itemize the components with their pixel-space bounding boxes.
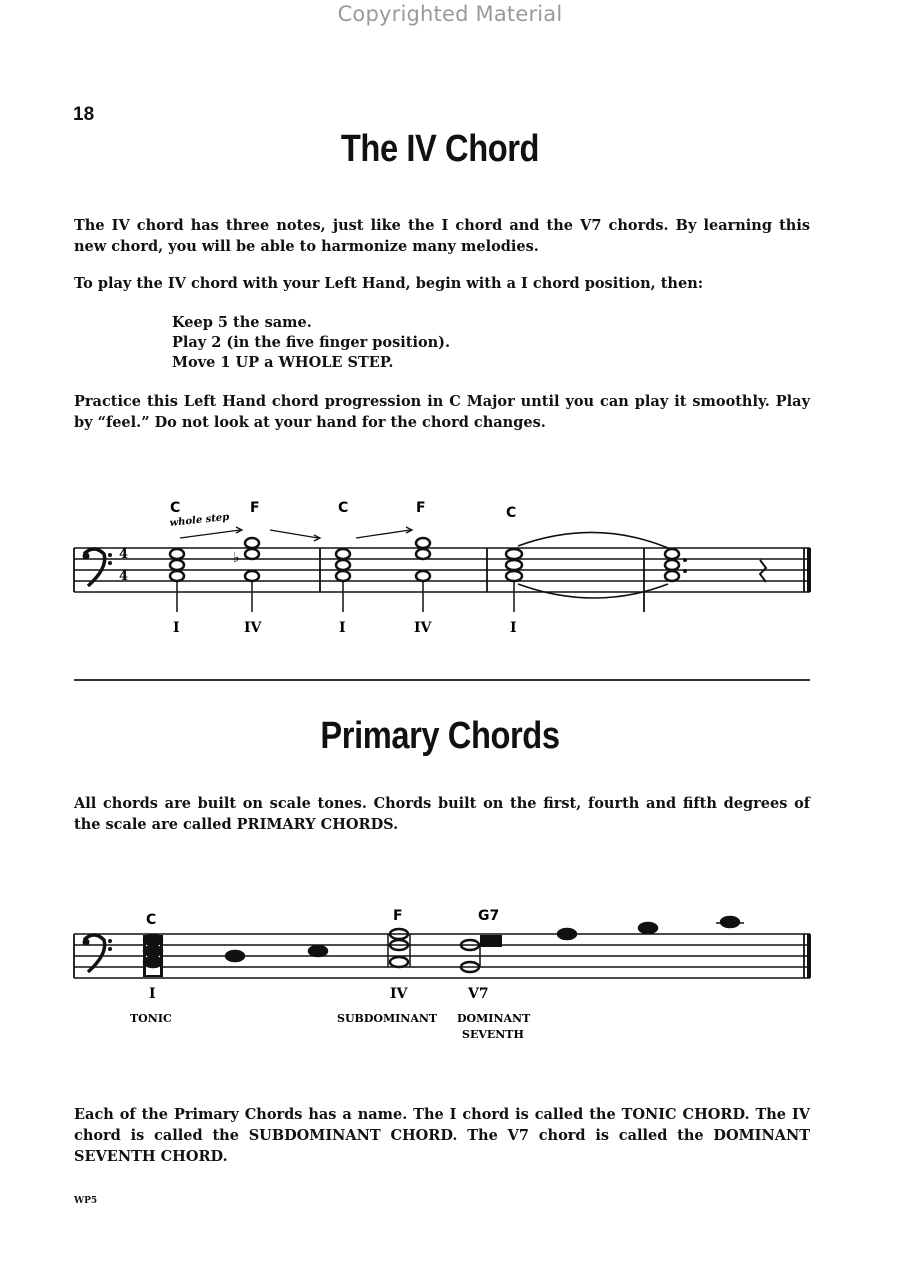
chord-name-label: G7 (478, 908, 500, 924)
scale-note (639, 923, 657, 933)
scale-note (558, 929, 576, 939)
intro-emphasis: fifth (682, 795, 717, 812)
chord-name-label: C (338, 500, 349, 516)
intro-emphasis: first, fourth (543, 795, 640, 812)
page-number: 18 (73, 104, 95, 125)
function-labels (130, 1012, 531, 1041)
roman-numeral-label: IV (244, 620, 262, 636)
chord-name-label: F (393, 908, 403, 924)
function-label-subdominant: SUBDOMINANT (337, 1012, 438, 1025)
chord-name-label: F (416, 500, 426, 516)
primary-chords-closing-text: Each of the Primary Chords has a name. The I chord is called the TONIC CHORD. The IV chord is called the SUBDOMINANT CHORD. The V7 chord is called the DOMINANT SEVENTH CHORD. (74, 1106, 810, 1165)
chord-name-label: C (146, 912, 157, 928)
iv-chord-intro-text: The IV chord has three notes, just like the I chord and the V7 chords. By learning this new chord, you will be able to harmonize many melodies. (74, 217, 810, 255)
staff-lines (74, 934, 810, 978)
chord-name-label: F (250, 500, 260, 516)
chord-name-labels (146, 908, 499, 928)
practice-text: Practice this Left Hand chord progression in C Major until you can play it smoothly. Play by “feel.” Do not look at your hand for the chord changes. (74, 393, 810, 431)
scale-note (226, 951, 244, 961)
section-title-primary-chords: Primary Chords (320, 715, 560, 757)
roman-numeral-label: V7 (468, 986, 489, 1002)
chord-name-label: C (506, 505, 517, 521)
roman-numeral-labels (149, 986, 489, 1002)
intro-text-part: degrees of the scale are called PRIMARY CHORDS. (74, 795, 810, 833)
step-item: Play 2 (in the five finger position). (172, 334, 451, 351)
time-signature-bottom: 4 (119, 569, 129, 584)
intro-text-part: and (639, 795, 683, 812)
intro-text-part: All chords are built on scale tones. Chords built on the (74, 795, 544, 812)
scale-chord-notes (143, 917, 744, 977)
time-signature-top: 4 (119, 547, 129, 562)
svg-text:♭: ♭ (233, 550, 240, 566)
roman-numeral-label: IV (414, 620, 432, 636)
roman-numeral-label: I (510, 620, 517, 636)
scale-note (309, 946, 327, 956)
whole-step-annotation: whole step (169, 511, 230, 529)
iv-chord-instruction-text: To play the IV chord with your Left Hand, begin with a I chord position, then: (74, 275, 704, 292)
tonic-chord (143, 935, 163, 977)
section-title-iv-chord: The IV Chord (340, 128, 540, 170)
function-label-seventh: SEVENTH (462, 1028, 524, 1041)
step-item: Move 1 UP a WHOLE STEP. (172, 354, 394, 371)
roman-numeral-label: I (149, 986, 156, 1002)
function-label-dominant: DOMINANT (457, 1012, 531, 1025)
roman-numeral-label: IV (390, 986, 408, 1002)
footer-code: WP5 (74, 1196, 98, 1206)
step-item: Keep 5 the same. (172, 314, 312, 331)
roman-numeral-label: I (339, 620, 346, 636)
primary-chords-closing (74, 1104, 810, 1167)
copyright-watermark: Copyrighted Material (337, 2, 563, 26)
roman-numeral-label: I (173, 620, 180, 636)
function-label-tonic: TONIC (130, 1012, 172, 1025)
chord-name-label: C (170, 500, 181, 516)
scale-note (721, 917, 739, 927)
